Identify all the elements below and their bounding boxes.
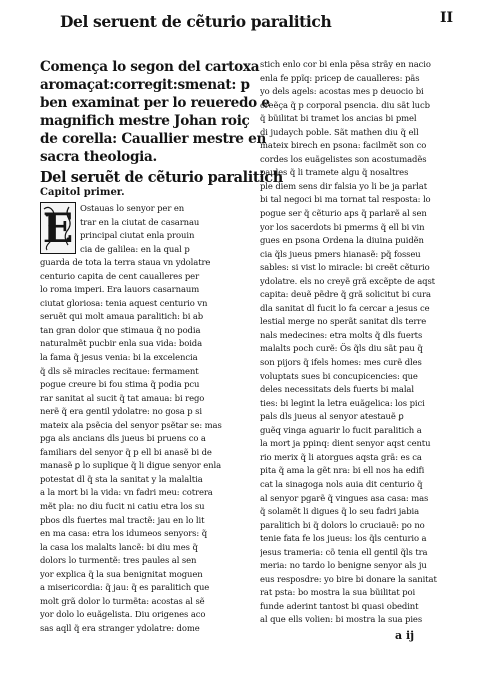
- text-line: lestial merge no sperãt sanitat dls terre: [260, 316, 427, 327]
- chapter-subtitle: Capitol primer.: [40, 187, 125, 198]
- decorated-initial: [40, 202, 76, 254]
- text-line: q̃ dls sẽ miracles recitaue: fermament: [40, 365, 199, 376]
- text-line: tan gran dolor que stimaua q̃ no podia: [40, 324, 201, 335]
- running-title: Del seruent de cẽturio paralitich: [60, 12, 332, 31]
- text-line: al senyor pgarẽ q̃ vingues asa casa: mas: [260, 492, 429, 503]
- text-line: pita q̃ ama la gẽt nra: bi ell nos ha edifi: [260, 465, 425, 476]
- text-line: stich enlo cor bi enla pẽsa strãy en nacio: [260, 59, 431, 69]
- text-line: tenie fata fe los jueus: los q̃ls centurio a: [260, 533, 427, 544]
- text-line: principal ciutat enla prouin: [80, 230, 195, 241]
- intro-line: ben examinat per lo reueredo e: [40, 95, 270, 111]
- text-line: jesus trameria: cõ tenia ell gentil q̃ls tra: [260, 546, 428, 557]
- text-line: dla sanitat dl fucit lo fa cercar a jesus ce: [260, 302, 430, 313]
- text-line: di judaych poble. Sãt mathen diu q̃ ell: [260, 126, 419, 137]
- text-line: rio merix q̃ li atorgues aqsta grã: es ca: [260, 451, 422, 462]
- text-line: ties: bi legint la letra euãgelica: los pici: [260, 397, 425, 408]
- intro-line: aromaçat:corregit:smenat: p: [40, 77, 250, 93]
- text-line: pals dls jueus al senyor atestauẽ ꝑ: [260, 411, 404, 422]
- text-line: q̃ solamẽt li digues q̃ lo seu fadri jabia: [260, 506, 420, 517]
- dropcap-paragraph: [40, 202, 250, 256]
- text-line: creẽça q̃ p corporal psencia. diu sãt lucb: [260, 99, 430, 110]
- text-line: malalts poch curẽ: Ӧs q̃ls diu sãt pau q̃: [260, 343, 423, 354]
- text-line: cia q̃ls jueus pmers hianasẽ: pq̃ fosseu: [260, 248, 421, 259]
- text-line: Ostauas lo senyor per en: [80, 203, 185, 213]
- text-line: la fama q̃ jesus venia: bi la excelencia: [40, 352, 198, 363]
- text-line: son pijors q̃ ifels homes: mes curẽ dles: [260, 357, 422, 368]
- text-line: en ma casa: etra los idumeos senyors: q̃: [40, 528, 207, 539]
- signature-mark: a ij: [395, 629, 415, 642]
- text-line: yor explica q̃ la sua benignitat moguen: [40, 568, 203, 579]
- text-line: sas aqll q̃ era stranger ydolatre: dome: [40, 622, 200, 633]
- text-line: ciutat gloriosa: tenia aquest centurio vn: [40, 297, 208, 308]
- text-line: mateix birech en psona: facilmẽt son co: [260, 140, 427, 151]
- text-line: nerẽ q̃ era gentil ydolatre: no gosa p si: [40, 406, 203, 417]
- text-line: pbos dls fuertes mal tractẽ: jau en lo lit: [40, 514, 205, 525]
- text-line: guẽq vinga aguarir lo fucit paralitich a: [260, 424, 422, 435]
- text-line: capita: deuẽ pẽdre q̃ grã solicitut bi cura: [260, 289, 431, 300]
- text-line: cordes los euãgelistes son acostumadẽs: [260, 153, 427, 164]
- left-body-text: [40, 256, 250, 635]
- text-line: centurio capita de cent caualleres per: [40, 270, 200, 281]
- text-line: mẽt pla: no diu fucit ni catiu etra los su: [40, 501, 205, 512]
- text-line: pogue creure bi fou stima q̃ podia pcu: [40, 379, 200, 390]
- text-line: yor los sacerdots bi pmerms q̃ ell bi vin: [260, 221, 425, 232]
- intro-heading: [40, 58, 270, 166]
- text-line: voluptats sues bi concupicencies: que: [260, 370, 418, 381]
- text-line: rar sanitat al sucit q̃ tat amaua: bi rego: [40, 392, 205, 403]
- dropcap-letter: E: [42, 205, 74, 252]
- text-line: la mort ja ppinq: dient senyor aqst centu: [260, 438, 431, 449]
- text-line: guarda de tota la terra staua vn ydolatre: [40, 257, 211, 268]
- text-line: deles necessitats dels fuerts bi malal: [260, 384, 414, 395]
- text-line: manasẽ ꝑ lo suplique q̃ li digue senyor enla: [40, 460, 222, 471]
- text-line: ple diem sens dir falsia yo li be ja parlat: [260, 180, 428, 191]
- text-line: potestat dl q̃ sta la sanitat y la malaltia: [40, 473, 203, 484]
- text-line: enla fe ppĩq: pricep de caualleres: pãs: [260, 72, 420, 83]
- text-line: familiars del senyor q̃ p ell bi anasẽ bi de: [40, 446, 212, 457]
- text-line: trar en la ciutat de casarnau: [80, 216, 200, 227]
- text-line: paralitich bi q̃ dolors lo cruciauẽ: po no: [260, 519, 425, 530]
- text-line: gues en psona Ordena la diuina puidẽn: [260, 235, 424, 246]
- text-line: molt grã dolor lo turmẽta: acostas al sẽ: [40, 595, 205, 606]
- right-column: [260, 58, 470, 627]
- right-body-text: [260, 58, 470, 627]
- text-line: eus resposdre: yo bire bi donare la sanitat: [260, 573, 437, 584]
- text-line: pogue ser q̃ cẽturio aps q̃ parlarẽ al sen: [260, 208, 427, 219]
- intro-line: sacra theologia.: [40, 149, 157, 165]
- text-line: cat la sinagoga nols auia dit centurio q̃: [260, 478, 423, 489]
- text-line: bi tal negoci bi ma tornat tal resposta: lo: [260, 194, 431, 205]
- intro-line: Comença lo segon del cartoxa: [40, 59, 260, 75]
- text-line: naturalmẽt pucbir enla sua vida: boida: [40, 338, 203, 349]
- text-line: ydolatre. els no creyẽ grã excẽpte de aqst: [260, 275, 435, 286]
- intro-line: magnifich mestre Johan roiç: [40, 113, 250, 129]
- text-line: mateix ala psẽcia del senyor psẽtar se: mas: [40, 419, 222, 430]
- text-line: a la mort bi la vida: vn fadri meu: cotrera: [40, 487, 213, 498]
- text-line: al que ells volien: bi mostra la sua pies: [260, 614, 423, 625]
- text-line: q̃ bũilitat bi tramet los ancias bi pmel: [260, 113, 417, 124]
- text-line: pga als ancians dls jueus bi pruens co a: [40, 433, 206, 444]
- intro-line: de corella: Cauallier mestre en: [40, 131, 267, 147]
- text-line: seruẽt qui molt amaua paralitich: bi ab: [40, 311, 204, 322]
- text-line: funde aderint tantost bi quasi obedint: [260, 600, 419, 611]
- folio-number: II: [440, 10, 454, 26]
- text-line: lo roma imperi. Era lauors casarnaum: [40, 284, 200, 295]
- text-line: yo dels agels: acostas mes p deuocio bi: [260, 86, 424, 97]
- text-line: paules q̃ li tramete algu q̃ nosaltres: [260, 167, 409, 178]
- text-line: yor dolo lo euãgelista. Diu origenes aco: [40, 609, 206, 620]
- text-line: rat psta: bo mostra la sua bũilitat poi: [260, 587, 416, 598]
- text-line: la casa los malalts lancẽ: bi diu mes q̃: [40, 541, 198, 552]
- left-column: [40, 58, 283, 636]
- text-line: nals medecines: etra molts q̃ dls fuerts: [260, 329, 423, 340]
- text-line: sables: si vist lo miracle: bi creẽt cẽturio: [260, 262, 430, 273]
- text-line: a misericordia: q̃ jau: q̃ es paralitich que: [40, 582, 210, 593]
- text-line: meria: no tardo lo benigne senyor als ju: [260, 560, 427, 571]
- text-line: cia de galilea: en la qual p: [80, 243, 190, 254]
- chapter-title: Del seruẽt de cẽturio paralitich: [40, 169, 283, 186]
- text-line: dolors lo turmentẽ: tres paules al sen: [40, 555, 197, 566]
